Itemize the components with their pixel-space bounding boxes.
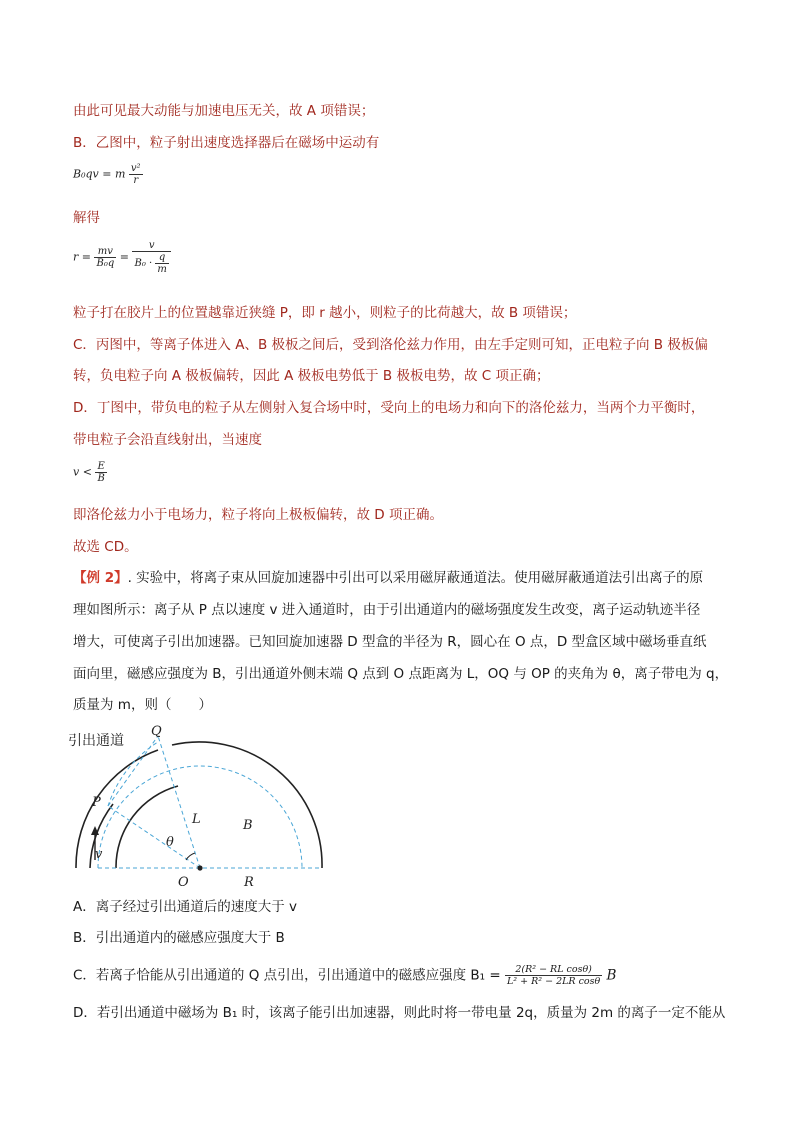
option-C-numerator: 2(R² − RL cosθ) xyxy=(505,964,602,976)
eq3-denominator: B xyxy=(97,473,105,484)
eq2-denominator-2: B₀ · $\frac{q}{m}$ xyxy=(134,252,167,275)
label-L: L xyxy=(192,812,201,827)
eq2-left: r = xyxy=(73,250,91,264)
dbox-outer-edge xyxy=(172,742,322,868)
text-line-4: 粒子打在胶片上的位置越靠近狭缝 P，即 r 越小，则粒子的比荷越大，故 B 项错误； xyxy=(73,305,577,321)
option-C xyxy=(73,964,616,987)
option-A: A．离子经过引出通道后的速度大于 v xyxy=(73,899,298,915)
eq2-numerator-1: mv xyxy=(94,246,116,258)
eq3-numerator: E xyxy=(95,461,106,473)
option-C-denominator: L² + R² − 2LR cosθ xyxy=(507,976,601,987)
equation-2 xyxy=(73,240,171,275)
label-channel: 引出通道 xyxy=(68,733,124,749)
eq1-numerator: v² xyxy=(130,163,141,174)
option-B: B．引出通道内的磁感应强度大于 B xyxy=(73,930,285,946)
eq2-inner-fraction: $\frac{q}{m}$ xyxy=(157,252,167,275)
label-v: v xyxy=(95,847,103,862)
equation-3 xyxy=(73,461,107,484)
label-P: P xyxy=(92,795,101,810)
text-line-3: 解得 xyxy=(73,210,100,226)
text-line-7: D．丁图中，带负电的粒子从左侧射入复合场中时，受向上的电场力和向下的洛伦兹力，当两个力平衡时， xyxy=(73,400,705,416)
channel-inner-wall xyxy=(116,786,178,868)
option-C-fraction xyxy=(505,964,602,987)
line-OQ xyxy=(158,736,200,868)
text-line-1: 由此可见最大动能与加速电压无关，故 A 项错误； xyxy=(73,103,375,119)
example-line-2: 理如图所示：离子从 P 点以速度 v 进入通道时，由于引出通道内的磁场强度发生改变，离子运动轨迹半径 xyxy=(73,602,701,618)
eq1-fraction xyxy=(129,163,143,186)
ion-trajectory-arc xyxy=(108,742,158,806)
text-line-2: B．乙图中，粒子射出速度选择器后在磁场中运动有 xyxy=(73,135,380,151)
example-tag: 【例 2】 xyxy=(73,570,128,586)
label-B: B xyxy=(243,818,253,833)
example-line-4: 面向里，磁感应强度为 B，引出通道外侧末端 Q 点到 O 点距离为 L，OQ 与 OP 的夹角为 θ，离子带电为 q， xyxy=(73,666,729,682)
eq3-left: v < xyxy=(73,465,92,479)
text-line-9: 即洛伦兹力小于电场力，粒子将向上极板偏转，故 D 项正确。 xyxy=(73,507,443,523)
eq2-numerator-2: v xyxy=(132,240,170,252)
example-line-5: 质量为 m，则（ ） xyxy=(73,697,212,713)
eq2-denominator-1: B₀q xyxy=(96,258,115,269)
equation-1 xyxy=(73,163,143,186)
text-line-5: C．丙图中，等离子体进入 A、B 极板之间后，受到洛伦兹力作用，由左手定则可知，正电粒子向 B 极板偏 xyxy=(73,337,708,353)
text-line-6: 转，负电粒子向 A 极板偏转，因此 A 极板电势低于 B 极板电势，故 C 项正确； xyxy=(73,368,550,384)
eq2-equals: = xyxy=(119,250,129,264)
option-C-suffix: B xyxy=(606,967,617,984)
option-D: D．若引出通道中磁场为 B₁ 时，该离子能引出加速器，则此时将一带电量 2q，质量为 2m 的离子一定不能从 xyxy=(73,1005,726,1021)
text-line-10: 故选 CD。 xyxy=(73,539,138,555)
label-R: R xyxy=(244,875,254,890)
eq1-denominator: r xyxy=(133,175,139,186)
example-line-1: 【例 2】. 实验中，将离子束从回旋加速器中引出可以采用磁屏蔽通道法。使用磁屏蔽通道法引出离子的原 xyxy=(73,570,704,586)
point-O xyxy=(197,865,202,870)
text-line-8: 带电粒子会沿直线射出，当速度 xyxy=(73,432,262,448)
label-Q: Q xyxy=(151,724,162,739)
label-O: O xyxy=(178,875,189,890)
eq1-left: B₀qv = m xyxy=(73,167,126,181)
cyclotron-figure xyxy=(68,722,330,892)
label-theta: θ xyxy=(166,835,174,850)
example-line-3: 增大，可使离子引出加速器。已知回旋加速器 D 型盒的半径为 R，圆心在 O 点，D 型盒区域中磁场垂直纸 xyxy=(73,634,707,650)
eq2-fraction-1 xyxy=(94,246,116,269)
option-C-text: C．若离子恰能从引出通道的 Q 点引出，引出通道中的磁感应强度 B₁ = xyxy=(73,967,501,984)
eq3-fraction xyxy=(95,461,106,484)
eq2-fraction-2 xyxy=(132,240,170,275)
